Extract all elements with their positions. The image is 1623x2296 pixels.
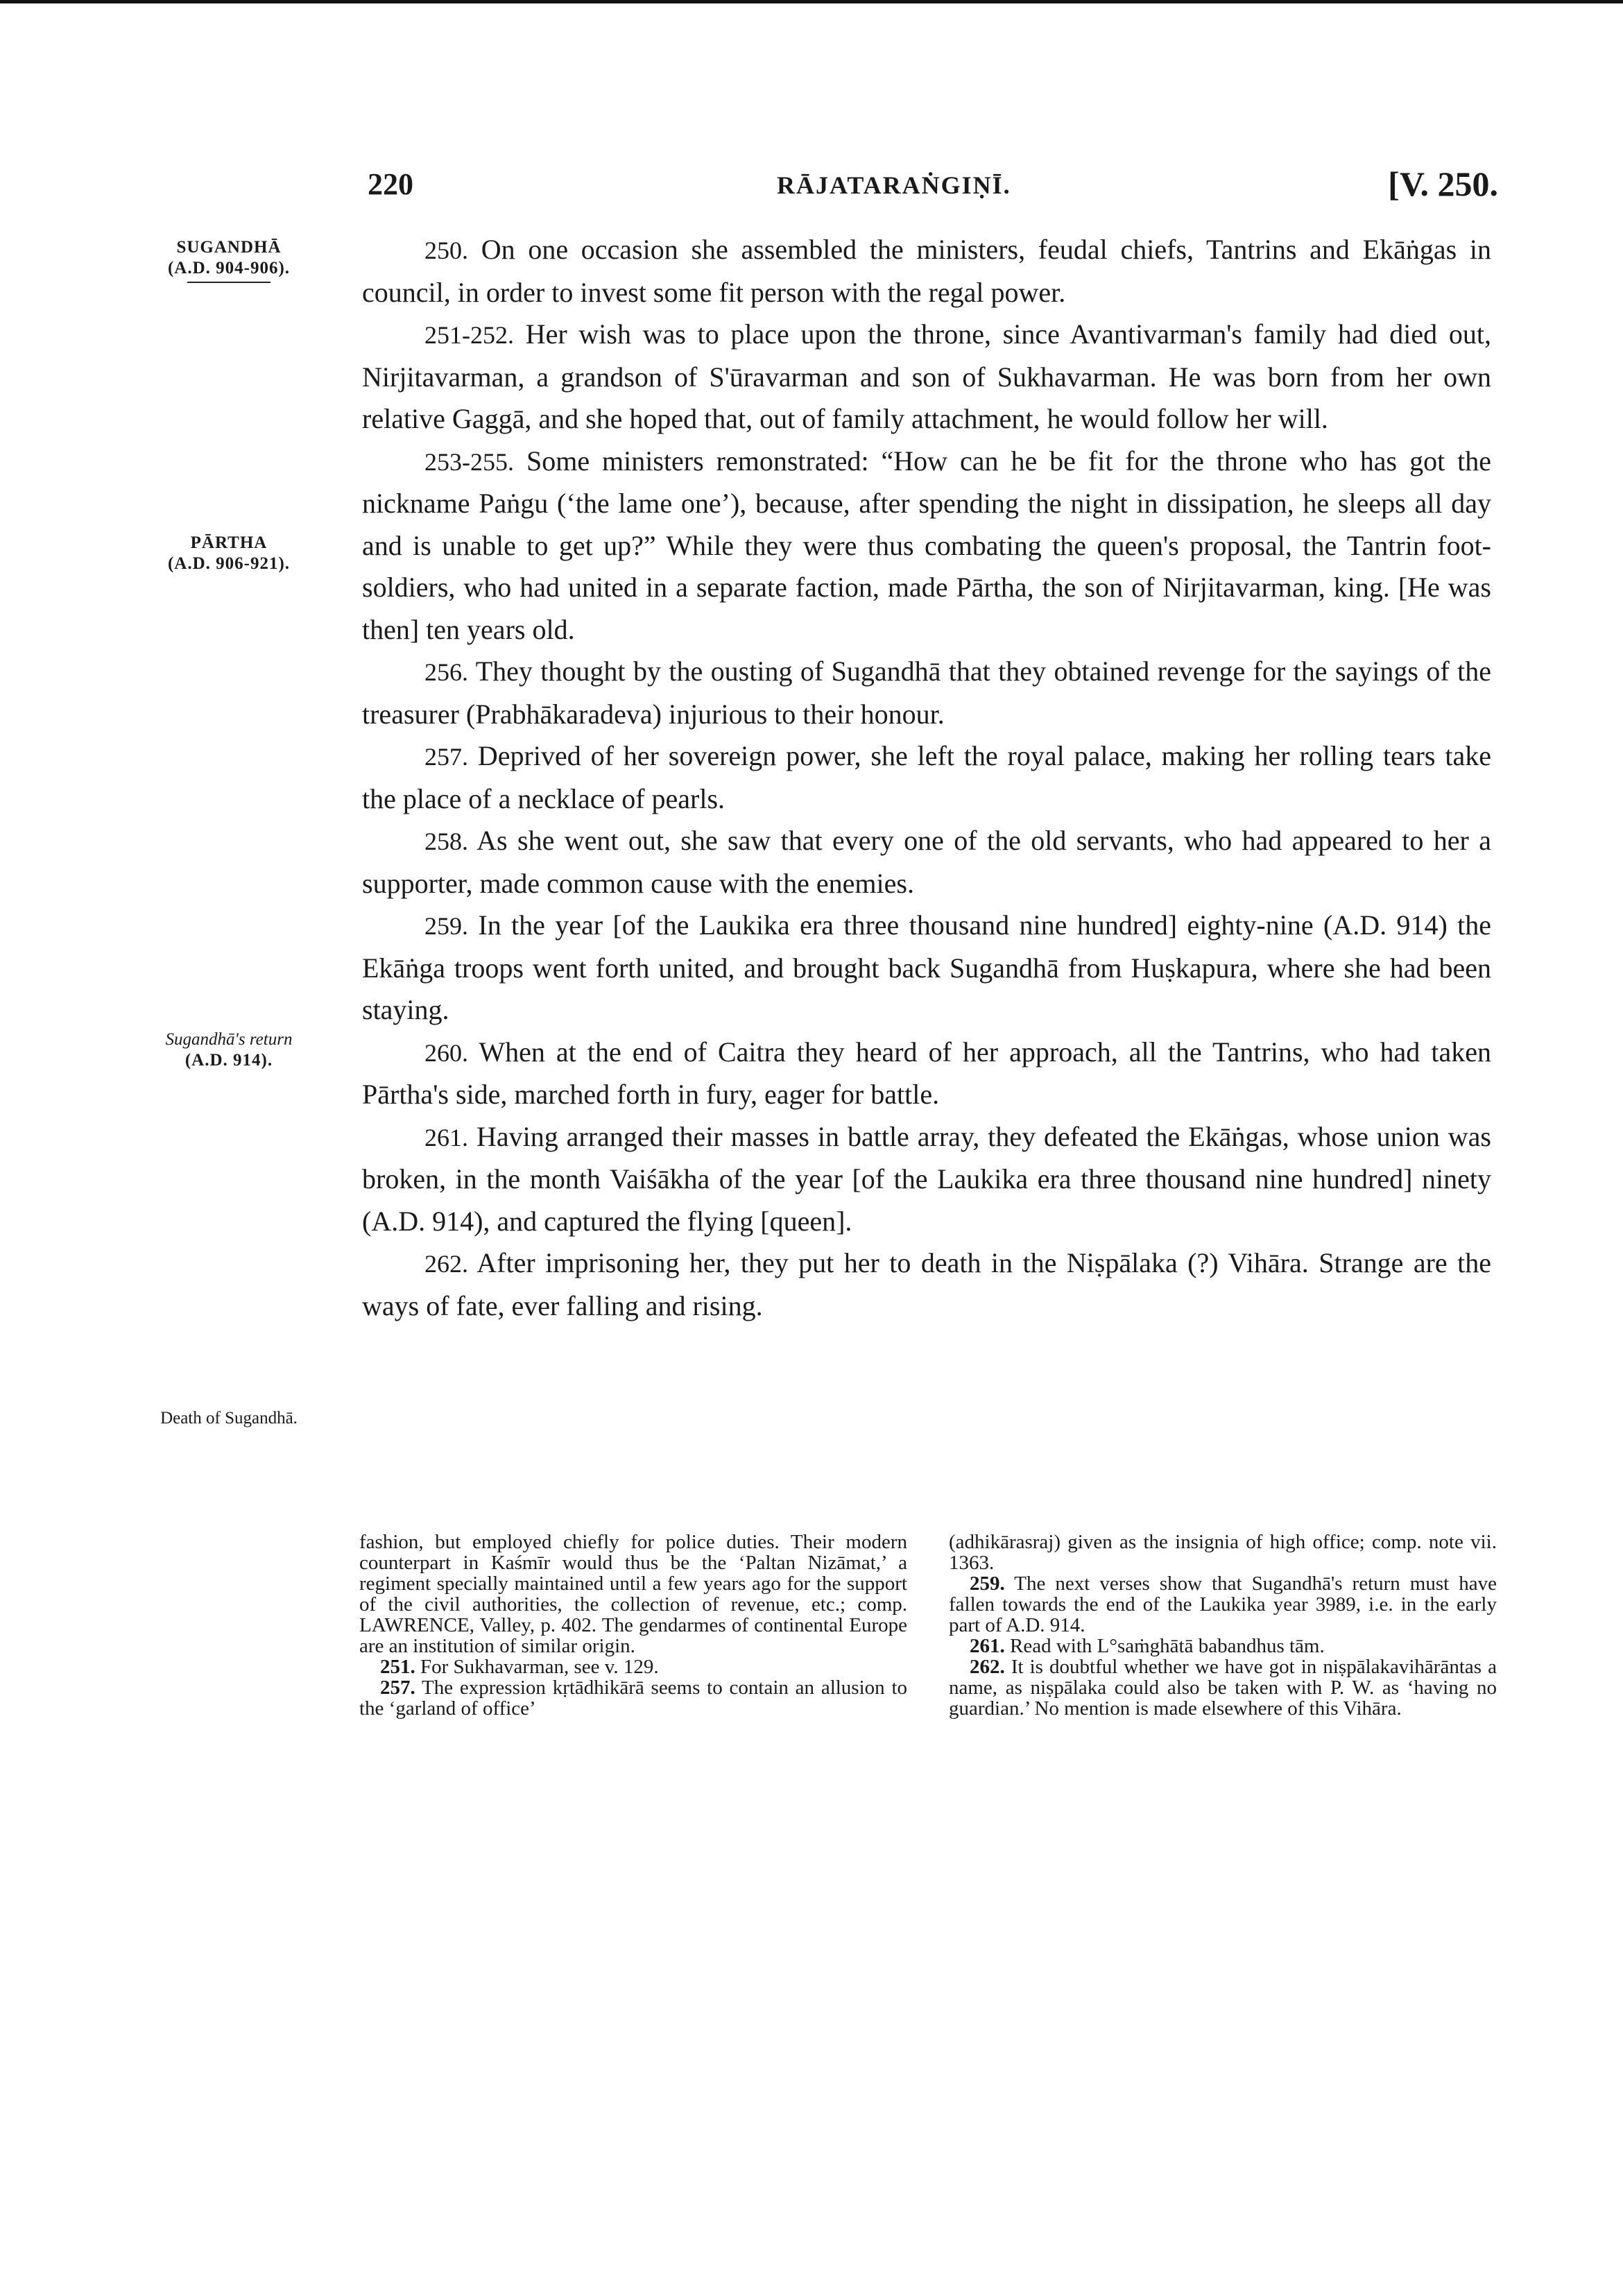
- verse-number: 261.: [424, 1123, 468, 1151]
- paragraph: [362, 735, 1491, 820]
- footnote-number: 251.: [380, 1656, 415, 1678]
- paragraph-text: On one occasion she assembled the ministers, feudal chiefs, Tantrins and Ekāṅgas in council, in order to invest some fit person with the regal power.: [362, 234, 1491, 308]
- page-number: 220: [368, 167, 413, 201]
- footnote-number: 261.: [970, 1635, 1005, 1657]
- verse-number: 262.: [424, 1250, 468, 1278]
- sidenote-rule: [187, 282, 270, 283]
- footnote: [949, 1573, 1497, 1636]
- footnote-text: fashion, but employed chiefly for police duties. Their modern counterpart in Kaśmīr would thus be the ‘Paltan Nizāmat,’ a regiment specially maintained until a few years ago for the support of the civil authorities, the collection of revenue, etc.; comp. LAWRENCE, Valley, p. 402. The gendarmes of continental Europe are an institution of similar origin.: [359, 1531, 907, 1657]
- verse-number: 259.: [424, 912, 468, 940]
- verse-number: 257.: [424, 743, 468, 771]
- footnote-text: The next verses show that Sugandhā's return must have fallen towards the end of the Laukika year 3989, i.e. in the early part of A.D. 914.: [949, 1573, 1497, 1636]
- sidenote-title: Death of Sugandhā.: [160, 1409, 298, 1428]
- paragraph: [362, 229, 1491, 314]
- paragraph: [362, 1031, 1491, 1116]
- sidenote-title: PĀRTHA: [190, 533, 268, 552]
- footnote: [949, 1532, 1497, 1573]
- paragraph-text: As she went out, she saw that every one of the old servants, who had appeared to her a supporter, made common cause with the enemies.: [362, 825, 1491, 899]
- footnote-number: 257.: [380, 1677, 415, 1699]
- sidenote-partha: [125, 533, 333, 574]
- footnote-text: It is doubtful whether we have got in niṣpālakavihārāntas a name, as niṣpālaka could also be taken with P. W. as ‘having no guardian.’ No mention is made elsewhere of this Vihāra.: [949, 1656, 1497, 1720]
- paragraph-text: Her wish was to place upon the throne, since Avantivarman's family had died out, Nirjitavarman, a grandson of S'ūravarman and son of Sukhavarman. He was born from her own relative Gaggā, and she hoped that, out of family attachment, he would follow her will.: [362, 318, 1491, 434]
- sidenote-death: [125, 1408, 333, 1429]
- verse-number: 250.: [424, 237, 468, 264]
- paragraph: [362, 651, 1491, 735]
- top-border: [0, 0, 1623, 3]
- page-header: [361, 161, 1498, 209]
- footnote: [359, 1532, 907, 1656]
- footnote: [359, 1677, 907, 1719]
- footnote: [949, 1636, 1497, 1656]
- footnote-text: For Sukhavarman, see v. 129.: [420, 1656, 659, 1678]
- paragraph-text: In the year [of the Laukika era three thousand nine hundred] eighty-nine (A.D. 914) the Ekāṅga troops went forth united, and brought back Sugandhā from Huṣkapura, where she had been staying.: [362, 909, 1492, 1025]
- paragraph-text: When at the end of Caitra they heard of her approach, all the Tantrins, who had taken Pārtha's side, marched forth in fury, eager for battle.: [362, 1036, 1491, 1110]
- sidenote-sugandha: [125, 237, 333, 283]
- paragraph: [362, 1116, 1491, 1243]
- sidenote-title: Sugandhā's return: [165, 1030, 293, 1049]
- paragraph: [362, 440, 1491, 651]
- paragraph-text: After imprisoning her, they put her to death in the Niṣpālaka (?) Vihāra. Strange are the ways of fate, ever falling and rising.: [362, 1247, 1491, 1321]
- running-title: RĀJATARAṄGIṆĪ.: [777, 171, 1011, 199]
- verse-reference: [V. 250.: [1388, 164, 1498, 203]
- sidenote-dates: (A.D. 914).: [184, 1051, 273, 1070]
- footnote-number: 259.: [970, 1573, 1005, 1595]
- paragraph: [362, 1242, 1491, 1327]
- footnote-number: 262.: [970, 1656, 1005, 1678]
- sidenote-dates: (A.D. 904-906).: [167, 259, 291, 277]
- verse-number: 260.: [424, 1038, 468, 1067]
- sidenote-dates: (A.D. 906-921).: [167, 554, 291, 573]
- paragraph-text: They thought by the ousting of Sugandhā that they obtained revenge for the sayings of the treasurer (Prabhākaradeva) injurious to their honour.: [362, 656, 1491, 730]
- footnote: [949, 1656, 1497, 1719]
- footnote-text: Read with L°saṁghātā babandhus tām.: [1010, 1635, 1325, 1657]
- sidenote-sugandha-return: [125, 1029, 333, 1071]
- paragraph-text: Deprived of her sovereign power, she left the royal palace, making her rolling tears take the place of a necklace of pearls.: [362, 740, 1491, 814]
- paragraph-text: Having arranged their masses in battle array, they defeated the Ekāṅgas, whose union was broken, in the month Vaiśākha of the year [of the Laukika era three thousand nine hundred] ninety (A.D. 914), and captured the flying [queen].: [362, 1120, 1492, 1237]
- paragraph: [362, 314, 1491, 440]
- footnote: [359, 1656, 907, 1677]
- paragraph-text: Some ministers remonstrated: “How can he be fit for the throne who has got the nickname Paṅgu (‘the lame one’), because, after spending the night in dissipation, he sleeps all day and is unable to get up?” While they were thus combating the queen's proposal, the Tantrin foot-soldiers, who had united in a separate faction, made Pārtha, the son of Nirjitavarman, king. [He was then] ten years old.: [362, 445, 1492, 645]
- paragraph: [362, 820, 1491, 905]
- footnotes-left-column: [359, 1532, 907, 1719]
- verse-number: 256.: [424, 658, 468, 686]
- footnotes-right-column: [949, 1532, 1497, 1719]
- footnote-text: The expression kṛtādhikārā seems to contain an allusion to the ‘garland of office’: [359, 1677, 907, 1720]
- paragraph: [362, 905, 1491, 1031]
- verse-number: 251-252.: [424, 321, 514, 349]
- verse-number: 258.: [424, 828, 468, 855]
- verse-number: 253-255.: [424, 447, 514, 476]
- sidenote-title: SUGANDHĀ: [176, 238, 282, 257]
- footnote-text: (adhikārasraj) given as the insignia of high office; comp. note vii. 1363.: [949, 1531, 1497, 1574]
- main-text: [362, 229, 1491, 1327]
